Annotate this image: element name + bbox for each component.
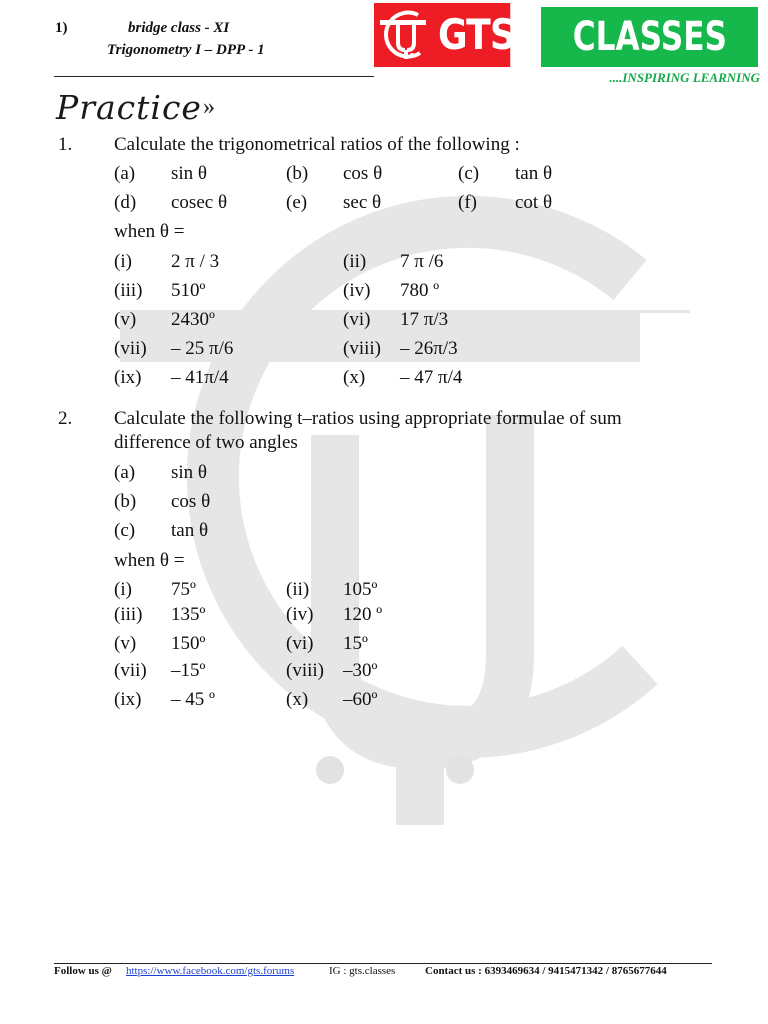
q1-ratio-value: cot θ xyxy=(515,192,553,213)
q1-value: 2430º xyxy=(171,309,215,330)
q1-value-label: (x) xyxy=(343,367,366,388)
q1-value-label: (iv) xyxy=(343,280,371,301)
q2-value-label: (iii) xyxy=(114,604,143,625)
q2-value: –60º xyxy=(343,689,378,710)
q2-text-line1: Calculate the following t–ratios using appropriate formulae of sum xyxy=(114,408,622,429)
q2-value: 105º xyxy=(343,579,378,600)
q1-value: – 25 π/6 xyxy=(171,338,234,359)
q1-ratio-value: tan θ xyxy=(515,163,553,184)
q1-value-label: (iii) xyxy=(114,280,143,301)
q2-value: 120 º xyxy=(343,604,383,625)
practice-chevron-icon: » xyxy=(203,94,215,120)
q1-text: Calculate the trigonometrical ratios of the following : xyxy=(114,134,520,155)
q2-value-label: (iv) xyxy=(286,604,314,625)
header-divider xyxy=(54,76,374,77)
q1-value-label: (ii) xyxy=(343,251,367,272)
q2-value: 150º xyxy=(171,633,206,654)
q1-ratio-label: (c) xyxy=(458,163,480,184)
q2-value-label: (v) xyxy=(114,633,137,654)
q1-value-label: (viii) xyxy=(343,338,381,359)
q1-value: 17 π/3 xyxy=(400,309,449,330)
q1-ratio-label: (b) xyxy=(286,163,309,184)
q2-value-label: (ix) xyxy=(114,689,142,710)
q2-value-label: (i) xyxy=(114,579,132,600)
q2-value: 15º xyxy=(343,633,368,654)
logo-classes-text xyxy=(541,7,758,67)
q1-value-label: (ix) xyxy=(114,367,142,388)
tagline: ....INSPIRING LEARNING xyxy=(609,70,760,85)
q2-value: – 45 º xyxy=(171,689,215,710)
q1-value-label: (vi) xyxy=(343,309,371,330)
q1-value: – 26π/3 xyxy=(400,338,458,359)
q1-value: – 47 π/4 xyxy=(400,367,463,388)
q1-value: 2 π / 3 xyxy=(171,251,220,272)
page-number: 1) xyxy=(55,20,68,36)
q1-value-label: (vii) xyxy=(114,338,147,359)
q2-value-label: (viii) xyxy=(286,660,324,681)
q2-ratio-label: (b) xyxy=(114,491,137,512)
q2-value: –15º xyxy=(171,660,206,681)
logo-classes-label: CLASSES xyxy=(572,14,727,60)
footer-follow-label: Follow us @ xyxy=(54,965,112,977)
q2-value: –30º xyxy=(343,660,378,681)
q2-value-label: (vi) xyxy=(286,633,314,654)
q2-value: 135º xyxy=(171,604,206,625)
q1-value: 510º xyxy=(171,280,206,301)
q2-ratio-label: (c) xyxy=(114,520,136,541)
q2-value-label: (vii) xyxy=(114,660,147,681)
q1-ratio-value: sec θ xyxy=(343,192,382,213)
q2-text-line2: difference of two angles xyxy=(114,432,298,453)
q2-ratio-value: cos θ xyxy=(171,491,211,512)
q1-ratio-label: (d) xyxy=(114,192,137,213)
q2-value: 75º xyxy=(171,579,196,600)
subject-line: Trigonometry I – DPP - 1 xyxy=(107,42,265,58)
facebook-link[interactable]: https://www.facebook.com/gts.forums xyxy=(126,965,295,977)
footer-instagram: IG : gts.classes xyxy=(329,965,396,977)
practice-heading: Practice xyxy=(56,88,202,127)
logo-gts-text: GTS xyxy=(438,3,510,67)
q1-ratio-label: (e) xyxy=(286,192,308,213)
q2-ratio-value: tan θ xyxy=(171,520,209,541)
q1-value: 7 π /6 xyxy=(400,251,444,272)
footer-divider xyxy=(54,963,712,964)
q1-value-label: (v) xyxy=(114,309,137,330)
q1-when-label: when θ = xyxy=(114,221,185,242)
q1-ratio-value: cos θ xyxy=(343,163,383,184)
q1-ratio-value: cosec θ xyxy=(171,192,228,213)
gtc-emblem-icon xyxy=(374,3,438,67)
q1-value: – 41π/4 xyxy=(171,367,229,388)
q1-number: 1. xyxy=(58,134,73,155)
q2-number: 2. xyxy=(58,408,73,429)
class-line: bridge class - XI xyxy=(128,20,230,36)
q1-ratio-value: sin θ xyxy=(171,163,208,184)
q1-value-label: (i) xyxy=(114,251,132,272)
q1-value: 780 º xyxy=(400,280,440,301)
q1-ratio-label: (a) xyxy=(114,163,136,184)
gts-classes-logo xyxy=(374,3,758,67)
q2-value-label: (ii) xyxy=(286,579,310,600)
q2-ratio-label: (a) xyxy=(114,462,136,483)
q2-when-label: when θ = xyxy=(114,550,185,571)
q2-ratio-value: sin θ xyxy=(171,462,208,483)
q2-value-label: (x) xyxy=(286,689,309,710)
footer-contact: Contact us : 6393469634 / 9415471342 / 8765677644 xyxy=(425,965,667,977)
q1-ratio-label: (f) xyxy=(458,192,477,213)
